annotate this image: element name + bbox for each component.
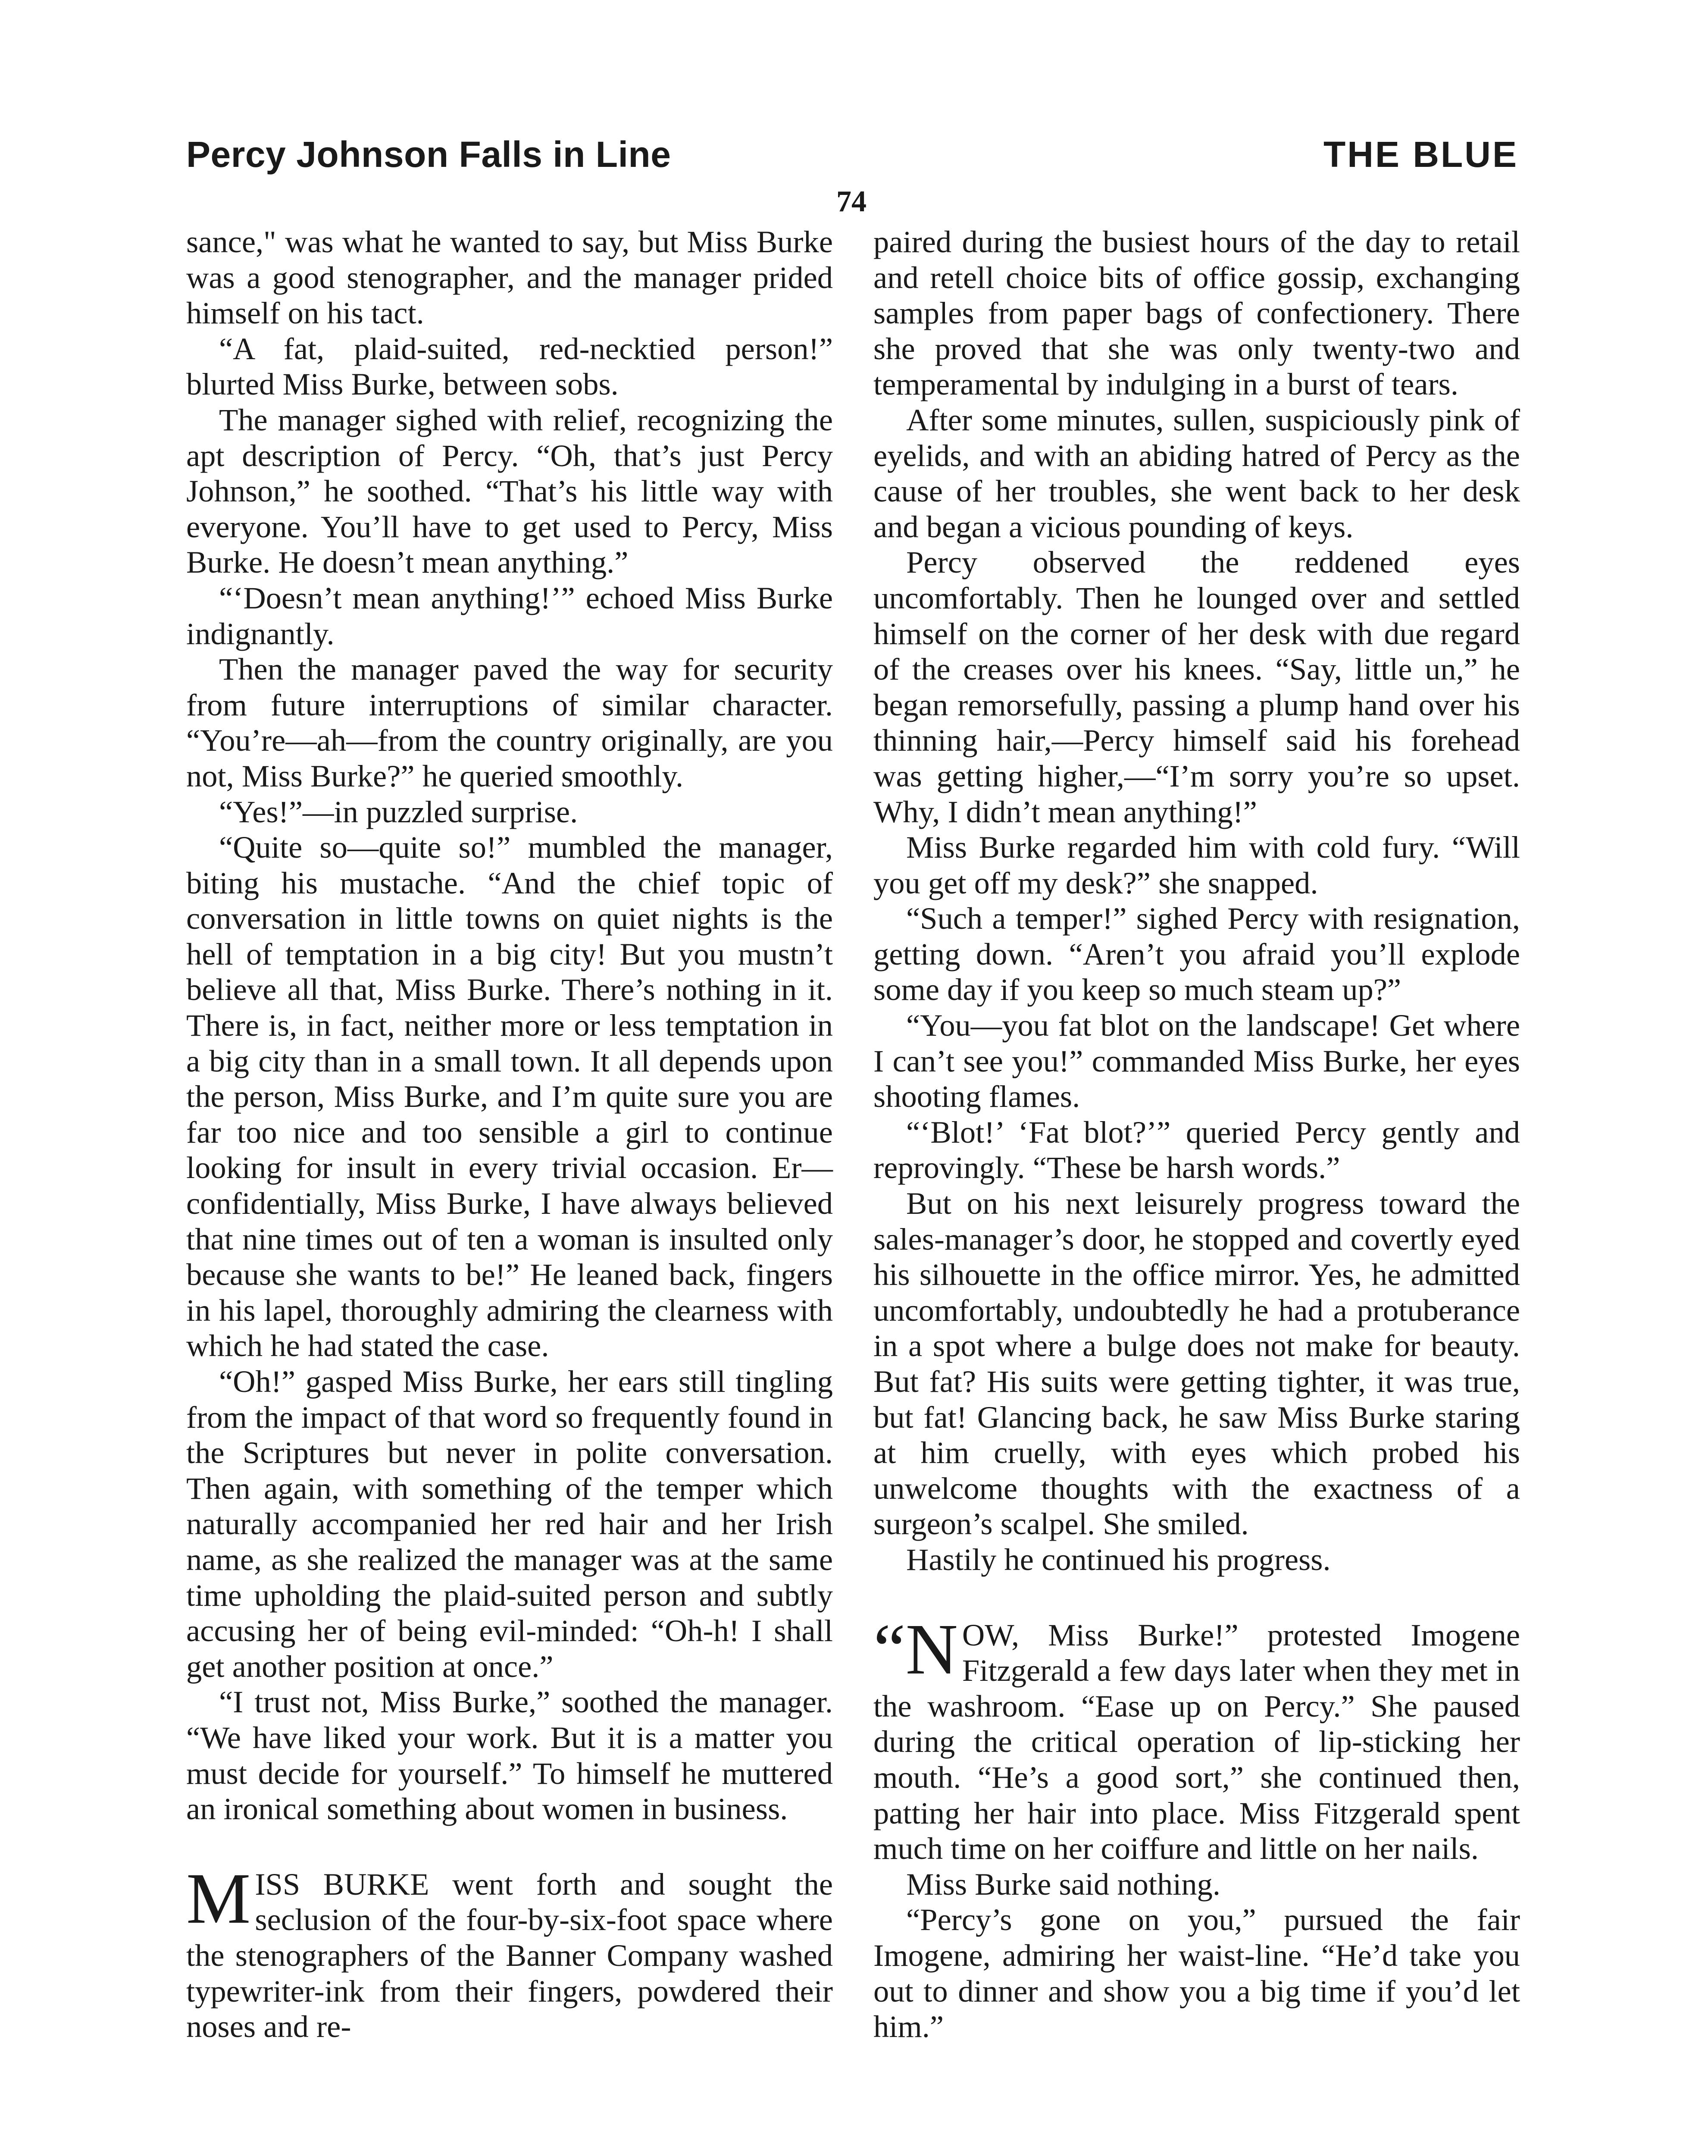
paragraph: paired during the busiest hours of the day to retail and retell choice bits of office gossip, exchanging samples from paper bags of confectionery. There she proved that she was only twenty-two and temperamental by indulging in a burst of tears. (873, 224, 1520, 402)
left-column (186, 224, 833, 2045)
paragraph: “Oh!” gasped Miss Burke, her ears still tingling from the impact of that word so frequently found in the Scriptures but never in polite conversation. Then again, with something of the temper which naturally accompanied her red hair and her Irish name, as she realized the manager was at the same time upholding the plaid-suited person and subtly accusing her of being evil-minded: “Oh-h! I shall get another position at once.” (186, 1364, 833, 1684)
paragraph: “Yes!”—in puzzled surprise. (219, 794, 578, 829)
paragraph: Percy observed the reddened eyes uncomfortably. Then he lounged over and settled himself on the corner of her desk with due regard of the creases over his knees. “Say, little un,” he began remorsefully, passing a plump hand over his thinning hair,—Percy himself said his forehead was getting higher,—“I’m sorry you’re so upset. Why, I didn’t mean anything!” (873, 545, 1520, 829)
paragraph: “A fat, plaid-suited, red-necktied person!” blurted Miss Burke, between sobs. (186, 331, 833, 402)
drop-cap: M (186, 1858, 251, 1939)
paragraph: Miss Burke regarded him with cold fury. “Will you get off my desk?” she snapped. (873, 830, 1520, 900)
right-column (873, 224, 1520, 2045)
paragraph: The manager sighed with relief, recognizing the apt description of Percy. “Oh, that’s just Percy Johnson,” he soothed. “That’s his little way with everyone. You’ll have to get used to Percy, Miss Burke. He doesn’t mean anything.” (186, 402, 833, 580)
story-title: Percy Johnson Falls in Line (186, 134, 671, 175)
paragraph: “‘Doesn’t mean anything!’” echoed Miss Burke indignantly. (186, 580, 833, 651)
paragraph: sance," was what he wanted to say, but Miss Burke was a good stenographer, and the manager prided himself on his tact. (186, 224, 833, 331)
drop-cap (873, 1609, 958, 1689)
paragraph: “Percy’s gone on you,” pursued the fair Imogene, admiring her waist-line. “He’d take you out to dinner and show you a big time if you’d let him.” (873, 1902, 1520, 2044)
paragraph: But on his next leisurely progress toward the sales-manager’s door, he stopped and covertly eyed his silhouette in the office mirror. Yes, he admitted uncomfortably, undoubtedly he had a protuberance in a spot where a bulge does not make for beauty. But fat? His suits were getting tighter, it was true, but fat! Glancing back, he saw Miss Burke staring at him cruelly, with eyes which probed his unwelcome thoughts with the exactness of a surgeon’s scalpel. She smiled. (873, 1186, 1520, 1542)
section-opening-paragraph (186, 1858, 833, 2045)
paragraph: Hastily he continued his progress. (906, 1542, 1331, 1577)
magazine-name: THE BLUE (1323, 134, 1518, 175)
page-number: 74 (836, 185, 867, 218)
paragraph: “You—you fat blot on the landscape! Get where I can’t see you!” commanded Miss Burke, her eyes shooting flames. (873, 1008, 1520, 1114)
paragraph-text: OW, Miss Burke!” protested Imogene Fitzgerald a few days later when they met in the washroom. “Ease up on Percy.” She paused during the critical operation of lip-sticking her mouth. “He’s a good sort,” she continued then, patting her hair into place. Miss Fitzgerald spent much time on her coiffure and little on her nails. (873, 1617, 1520, 1866)
paragraph: “Quite so—quite so!” mumbled the manager, biting his mustache. “And the chief topic of conversation in little towns on quiet nights is the hell of temptation in a big city! But you mustn’t believe all that, Miss Burke. There’s nothing in it. There is, in fact, neither more or less temptation in a big city than in a small town. It all depends upon the person, Miss Burke, and I’m quite sure you are far too nice and too sensible a girl to continue looking for insult in every trivial occasion. Er—confidentially, Miss Burke, I have always believed that nine times out of ten a woman is insulted only because she wants to be!” He leaned back, fingers in his lapel, thoroughly admiring the clearness with which he had stated the case. (186, 830, 833, 1363)
open-quote: “ (873, 1609, 906, 1689)
section-opening-paragraph (873, 1609, 1520, 1867)
paragraph: After some minutes, sullen, suspiciously pink of eyelids, and with an abiding hatred of Percy as the cause of her troubles, she went back to her desk and began a vicious pounding of keys. (873, 402, 1520, 544)
paragraph: “‘Blot!’ ‘Fat blot?’” queried Percy gently and reprovingly. “These be harsh words.” (873, 1114, 1520, 1185)
paragraph: “Such a temper!” sighed Percy with resignation, getting down. “Aren’t you afraid you’ll explode some day if you keep so much steam up?” (873, 901, 1520, 1007)
paragraph-text: ISS BURKE went forth and sought the seclusion of the four-by-six-foot space where the stenographers of the Banner Company washed typewriter-ink from their fingers, powdered their noses and re- (186, 1866, 833, 2044)
paragraph: Miss Burke said nothing. (906, 1866, 1221, 1902)
paragraph: “I trust not, Miss Burke,” soothed the manager. “We have liked your work. But it is a matter you must decide for yourself.” To himself he muttered an ironical something about women in business. (186, 1684, 833, 1827)
paragraph: Then the manager paved the way for security from future interruptions of similar character. “You’re—ah—from the country originally, are you not, Miss Burke?” he queried smoothly. (186, 652, 833, 793)
drop-cap-letter: N (905, 1609, 958, 1689)
